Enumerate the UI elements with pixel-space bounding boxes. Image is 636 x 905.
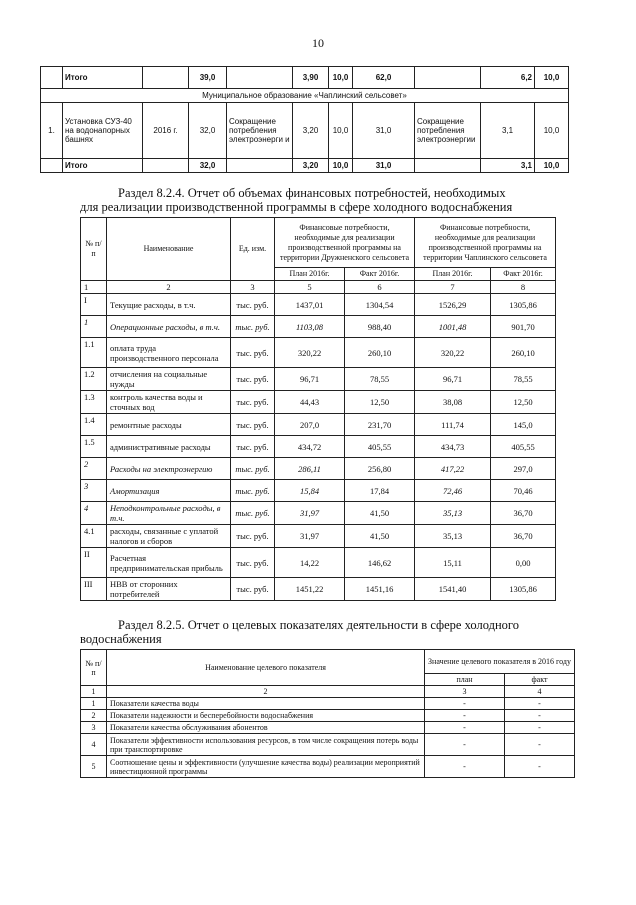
fact-chaplinskiy: 901,70 [491, 316, 556, 338]
table-row [81, 436, 556, 458]
table-row [81, 294, 556, 316]
row-number: I [81, 294, 107, 316]
fact-druzhnenskiy: 41,50 [345, 525, 415, 548]
fact-value: - [505, 710, 575, 722]
plan-druzhnenskiy: 31,97 [275, 525, 345, 548]
fact-druzhnenskiy: 1451,16 [345, 578, 415, 601]
row-unit: тыс. руб. [231, 294, 275, 316]
indicator-name: Соотношение цены и эффективности (улучшение качества воды) реализации мероприятий инвестиционной программы [107, 756, 425, 778]
table-row [81, 698, 575, 710]
plan-chaplinskiy: 111,74 [415, 414, 491, 436]
row-number: 1.3 [81, 391, 107, 414]
row-unit: тыс. руб. [231, 458, 275, 480]
row-number: 1 [81, 316, 107, 338]
row-unit: тыс. руб. [231, 578, 275, 601]
row-unit: тыс. руб. [231, 480, 275, 502]
indicator-name: Показатели эффективности использования ресурсов, в том числе сокращения потерь воды при транспортировке [107, 734, 425, 756]
plan-chaplinskiy: 434,73 [415, 436, 491, 458]
row-number: 4.1 [81, 525, 107, 548]
plan-chaplinskiy: 35,13 [415, 502, 491, 525]
plan-chaplinskiy: 1001,48 [415, 316, 491, 338]
fact-chaplinskiy: 1305,86 [491, 578, 556, 601]
fact-druzhnenskiy: 146,62 [345, 548, 415, 578]
fact-druzhnenskiy: 41,50 [345, 502, 415, 525]
plan-druzhnenskiy: 320,22 [275, 338, 345, 368]
row-number: 1.2 [81, 368, 107, 391]
row-unit: тыс. руб. [231, 525, 275, 548]
row-name: ремонтные расходы [107, 414, 231, 436]
row-number: 1.1 [81, 338, 107, 368]
fact-chaplinskiy: 78,55 [491, 368, 556, 391]
target-indicators-table [80, 649, 575, 778]
plan-value: - [425, 756, 505, 778]
fact-chaplinskiy: 145,0 [491, 414, 556, 436]
row-name: Амортизация [107, 480, 231, 502]
plan-druzhnenskiy: 207,0 [275, 414, 345, 436]
table-row [81, 368, 556, 391]
fact-value: - [505, 756, 575, 778]
row-name: Операционные расходы, в т.ч. [107, 316, 231, 338]
row-number: 4 [81, 734, 107, 756]
row-unit: тыс. руб. [231, 338, 275, 368]
plan-chaplinskiy: 417,22 [415, 458, 491, 480]
plan-druzhnenskiy: 434,72 [275, 436, 345, 458]
total-row: Итого 39,0 3,90 10,0 62,0 6,2 10,0 [41, 67, 569, 89]
row-number: II [81, 548, 107, 578]
fact-chaplinskiy: 36,70 [491, 502, 556, 525]
plan-value: - [425, 698, 505, 710]
row-unit: тыс. руб. [231, 391, 275, 414]
plan-chaplinskiy: 35,13 [415, 525, 491, 548]
plan-chaplinskiy: 1526,29 [415, 294, 491, 316]
plan-druzhnenskiy: 31,97 [275, 502, 345, 525]
fact-chaplinskiy: 260,10 [491, 338, 556, 368]
fact-druzhnenskiy: 1304,54 [345, 294, 415, 316]
financial-needs-table [80, 217, 556, 601]
column-number-row: 1 2 3 5 6 7 8 [81, 281, 556, 294]
plan-chaplinskiy: 15,11 [415, 548, 491, 578]
table-row [81, 548, 556, 578]
table-header-row: № п/п Наименование Ед. изм. Финансовые потребности, необходимые для реализации производственной программы на территории Дружненского сельсовета Финансовые потребности, необходимые для реализации производственной программы на территории Чаплинского сельсовета [81, 218, 556, 268]
fact-druzhnenskiy: 12,50 [345, 391, 415, 414]
fact-druzhnenskiy: 256,80 [345, 458, 415, 480]
row-number: 5 [81, 756, 107, 778]
table-row [81, 525, 556, 548]
indicator-name: Показатели надежности и бесперебойности водоснабжения [107, 710, 425, 722]
row-number: 1 [81, 698, 107, 710]
row-number: 1.4 [81, 414, 107, 436]
table-row [81, 458, 556, 480]
row-unit: тыс. руб. [231, 368, 275, 391]
table-row: 1. Установка СУЗ-40 на водонапорных башнях 2016 г. 32,0 Сокращение потребления электроэнерги и 3,20 10,0 31,0 Сокращение потребления электроэнергии 3,1 10,0 [41, 103, 569, 159]
section-title: Раздел 8.2.4. Отчет об объемах финансовых потребностей, необходимых [118, 186, 506, 200]
table-row [81, 414, 556, 436]
fact-druzhnenskiy: 78,55 [345, 368, 415, 391]
table-row [81, 722, 575, 734]
plan-chaplinskiy: 1541,40 [415, 578, 491, 601]
row-unit: тыс. руб. [231, 548, 275, 578]
plan-chaplinskiy: 96,71 [415, 368, 491, 391]
row-number: 2 [81, 710, 107, 722]
row-name: оплата труда производственного персонала [107, 338, 231, 368]
row-name: расходы, связанные с уплатой налогов и сборов [107, 525, 231, 548]
row-number: 1.5 [81, 436, 107, 458]
fact-value: - [505, 722, 575, 734]
column-number-row: 1 2 3 4 [81, 686, 575, 698]
table-row [81, 756, 575, 778]
row-number: 2 [81, 458, 107, 480]
table-row [81, 391, 556, 414]
fact-druzhnenskiy: 17,84 [345, 480, 415, 502]
section-title-continued: для реализации производственной программы в сфере холодного водоснабжения [80, 200, 513, 214]
row-name: Расходы на электроэнергию [107, 458, 231, 480]
table-row [81, 316, 556, 338]
fact-value: - [505, 698, 575, 710]
row-name: контроль качества воды и сточных вод [107, 391, 231, 414]
row-name: административные расходы [107, 436, 231, 458]
fact-chaplinskiy: 297,0 [491, 458, 556, 480]
plan-druzhnenskiy: 286,11 [275, 458, 345, 480]
fact-chaplinskiy: 405,55 [491, 436, 556, 458]
plan-druzhnenskiy: 15,84 [275, 480, 345, 502]
row-number: III [81, 578, 107, 601]
fact-druzhnenskiy: 405,55 [345, 436, 415, 458]
plan-value: - [425, 722, 505, 734]
row-name: Текущие расходы, в т.ч. [107, 294, 231, 316]
fact-chaplinskiy: 12,50 [491, 391, 556, 414]
row-name: НВВ от сторонних потребителей [107, 578, 231, 601]
section-title: Раздел 8.2.5. Отчет о целевых показателях деятельности в сфере холодного [118, 618, 519, 632]
table-row [81, 710, 575, 722]
row-number: 3 [81, 722, 107, 734]
fact-chaplinskiy: 70,46 [491, 480, 556, 502]
plan-druzhnenskiy: 1451,22 [275, 578, 345, 601]
plan-druzhnenskiy: 1437,01 [275, 294, 345, 316]
table-row [81, 578, 556, 601]
fact-druzhnenskiy: 260,10 [345, 338, 415, 368]
fact-chaplinskiy: 36,70 [491, 525, 556, 548]
fact-druzhnenskiy: 231,70 [345, 414, 415, 436]
table-header-row: № п/п Наименование целевого показателя Значение целевого показателя в 2016 году [81, 650, 575, 674]
row-unit: тыс. руб. [231, 436, 275, 458]
plan-druzhnenskiy: 44,43 [275, 391, 345, 414]
plan-chaplinskiy: 72,46 [415, 480, 491, 502]
row-number: 3 [81, 480, 107, 502]
plan-druzhnenskiy: 14,22 [275, 548, 345, 578]
table-header-row: план факт [81, 674, 575, 686]
row-unit: тыс. руб. [231, 502, 275, 525]
table-row [81, 502, 556, 525]
fact-chaplinskiy: 0,00 [491, 548, 556, 578]
indicator-name: Показатели качества обслуживания абонентов [107, 722, 425, 734]
table-row [81, 734, 575, 756]
indicator-name: Показатели качества воды [107, 698, 425, 710]
table-row [81, 338, 556, 368]
fact-druzhnenskiy: 988,40 [345, 316, 415, 338]
plan-value: - [425, 710, 505, 722]
plan-chaplinskiy: 38,08 [415, 391, 491, 414]
table-row [81, 480, 556, 502]
municipality-row: Муниципальное образование «Чаплинский сельсовет» [41, 89, 569, 103]
row-number: 4 [81, 502, 107, 525]
plan-druzhnenskiy: 1103,08 [275, 316, 345, 338]
row-name: Неподконтрольные расходы, в т.ч. [107, 502, 231, 525]
investment-table [40, 66, 569, 173]
total-row: Итого 32,0 3,20 10,0 31,0 3,1 10,0 [41, 159, 569, 173]
fact-value: - [505, 734, 575, 756]
plan-value: - [425, 734, 505, 756]
row-unit: тыс. руб. [231, 414, 275, 436]
row-name: Расчетная предпринимательская прибыль [107, 548, 231, 578]
row-name: отчисления на социальные нужды [107, 368, 231, 391]
fact-chaplinskiy: 1305,86 [491, 294, 556, 316]
plan-druzhnenskiy: 96,71 [275, 368, 345, 391]
section-title-continued: водоснабжения [80, 632, 162, 646]
table-header-row: План 2016г. Факт 2016г. План 2016г. Факт 2016г. [81, 268, 556, 281]
page-number: 10 [312, 36, 324, 50]
plan-chaplinskiy: 320,22 [415, 338, 491, 368]
row-unit: тыс. руб. [231, 316, 275, 338]
